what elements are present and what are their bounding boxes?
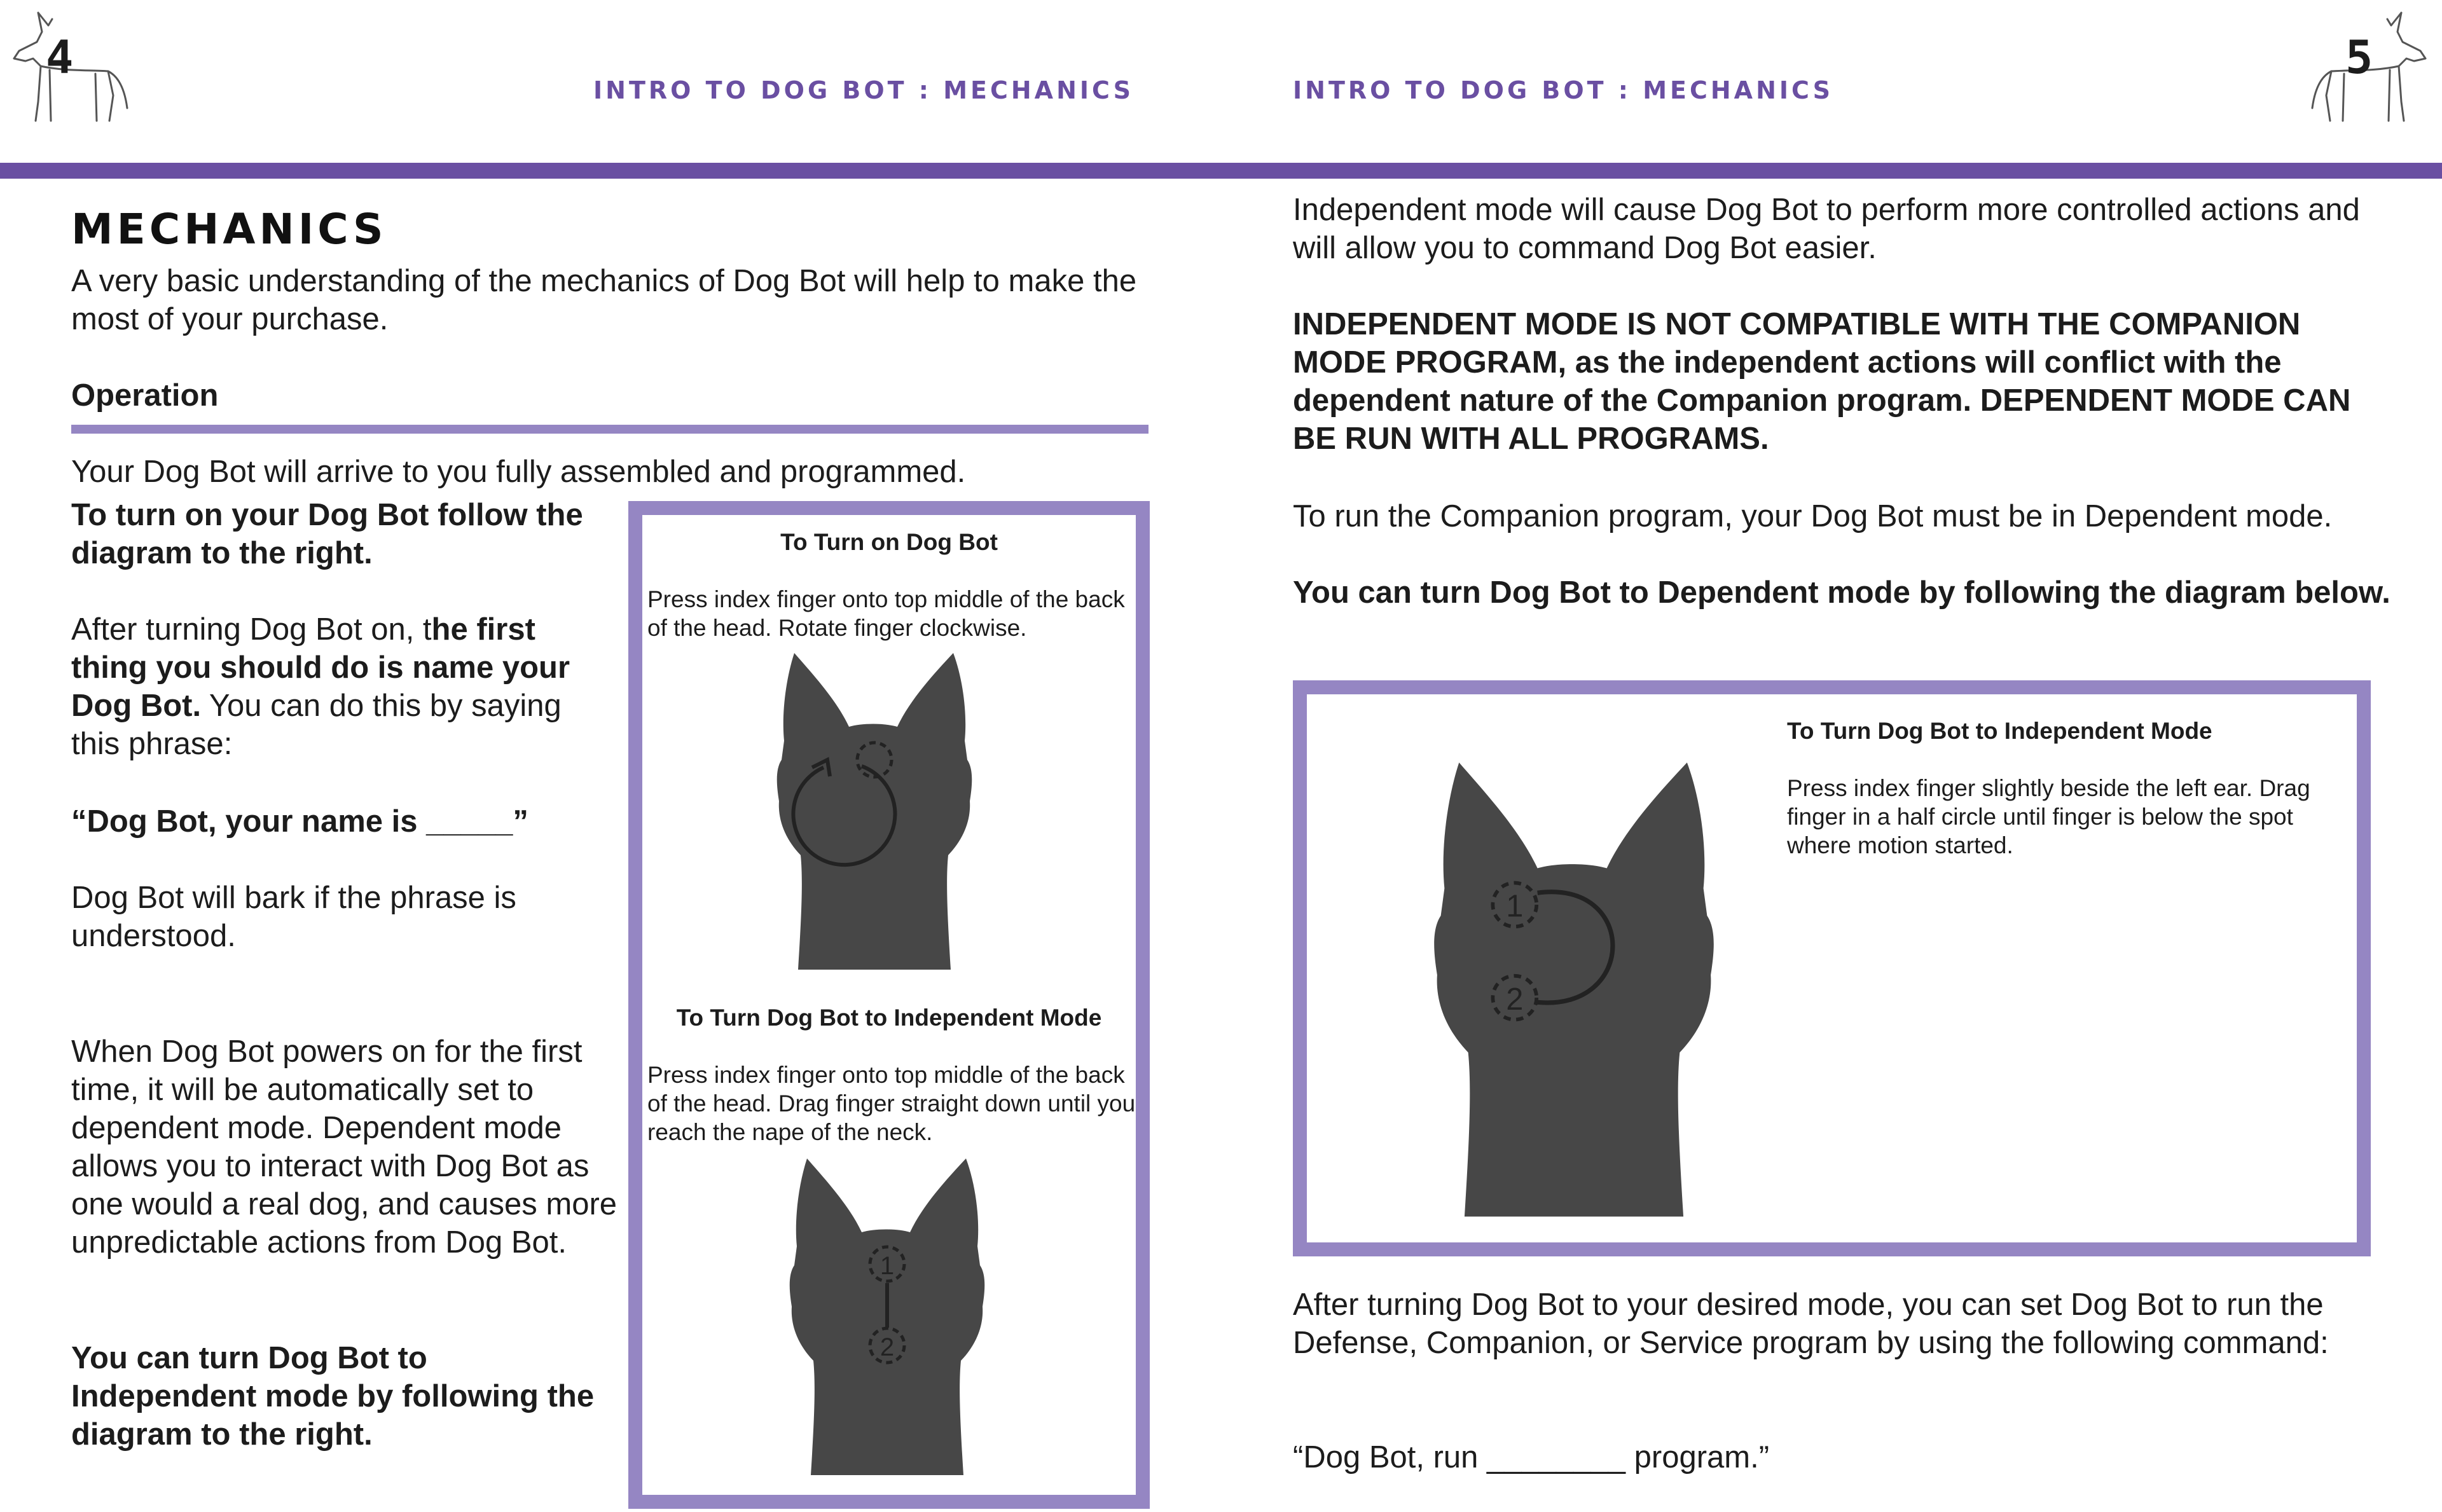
marker-2-right: 2 — [1506, 982, 1524, 1017]
after-on-paragraph: After turning Dog Bot on, the first thing you should do is name your Dog Bot. You can do this by saying this phrase: — [71, 612, 570, 761]
dog-head-diagram-on — [773, 645, 976, 982]
marker-1: 1 — [880, 1252, 895, 1280]
marker-1-right: 1 — [1506, 889, 1524, 924]
after-mode-text: After turning Dog Bot to your desired mode, you can set Dog Bot to run the Defense, Companion, or Service program by using the following command: — [1293, 1288, 2329, 1360]
page-number-left: 4 — [46, 31, 74, 84]
dog-head-diagram-dependent — [1421, 752, 1727, 1235]
dependent-mode-text: When Dog Bot powers on for the first time, it will be automatically set to dependent mode. Dependent mode allows you to interact with Dog Bot as one would a real dog, and causes more unpredictable actions from Dog Bot. — [71, 1034, 617, 1260]
header-divider — [0, 163, 2442, 179]
header-title-right: INTRO TO DOG BOT : MECHANICS — [1293, 76, 1833, 104]
dog-head-diagram-independent — [785, 1151, 989, 1488]
dependent-instruction: You can turn Dog Bot to Dependent mode by following the diagram below. — [1293, 575, 2390, 610]
marker-2: 2 — [880, 1333, 895, 1361]
run-command: “Dog Bot, run ________ program.” — [1293, 1440, 1770, 1474]
bark-text: Dog Bot will bark if the phrase is understood. — [71, 881, 516, 953]
independent-intro: Independent mode will cause Dog Bot to perform more controlled actions and will allow you to command Dog Bot easier. — [1293, 193, 2360, 265]
arrive-text: Your Dog Bot will arrive to you fully assembled and programmed. — [71, 455, 966, 489]
compatibility-warning: INDEPENDENT MODE IS NOT COMPATIBLE WITH THE COMPANION MODE PROGRAM, as the independent actions will conflict with the dependent nature of the Companion program. DEPENDENT MODE CAN BE RUN WITH ALL PROGRAMS. — [1293, 307, 2351, 456]
caption-right-text: Press index finger slightly beside the left ear. Drag finger in a half circle until finger is below the spot where motion started. — [1787, 775, 2310, 858]
operation-rule — [71, 425, 1149, 434]
header-title-left: INTRO TO DOG BOT : MECHANICS — [593, 76, 1134, 104]
independent-instruction: You can turn Dog Bot to Independent mode by following the diagram to the right. — [71, 1341, 595, 1452]
caption-turn-on-text: Press index finger onto top middle of the back of the head. Rotate finger clockwise. — [647, 586, 1125, 641]
page-number-right: 5 — [2345, 31, 2373, 84]
operation-heading: Operation — [71, 378, 219, 413]
turn-on-text: To turn on your Dog Bot follow the diagram to the right. — [71, 498, 583, 570]
companion-text: To run the Companion program, your Dog Bot must be in Dependent mode. — [1293, 499, 2333, 533]
section-title: MECHANICS — [71, 205, 387, 254]
caption-independent-title: To Turn Dog Bot to Independent Mode — [676, 1005, 1102, 1031]
diagram-panel-left — [628, 501, 1150, 1509]
name-phrase: “Dog Bot, your name is _____” — [71, 804, 528, 839]
diagram-panel-right — [1293, 680, 2371, 1256]
intro-paragraph: A very basic understanding of the mechanics of Dog Bot will help to make the most of your purchase. — [71, 264, 1137, 336]
caption-right-title: To Turn Dog Bot to Independent Mode — [1787, 718, 2212, 744]
caption-turn-on-title: To Turn on Dog Bot — [780, 529, 998, 555]
caption-independent-text: Press index finger onto top middle of the back of the head. Drag finger straight down until you reach the nape of the neck. — [647, 1062, 1136, 1145]
